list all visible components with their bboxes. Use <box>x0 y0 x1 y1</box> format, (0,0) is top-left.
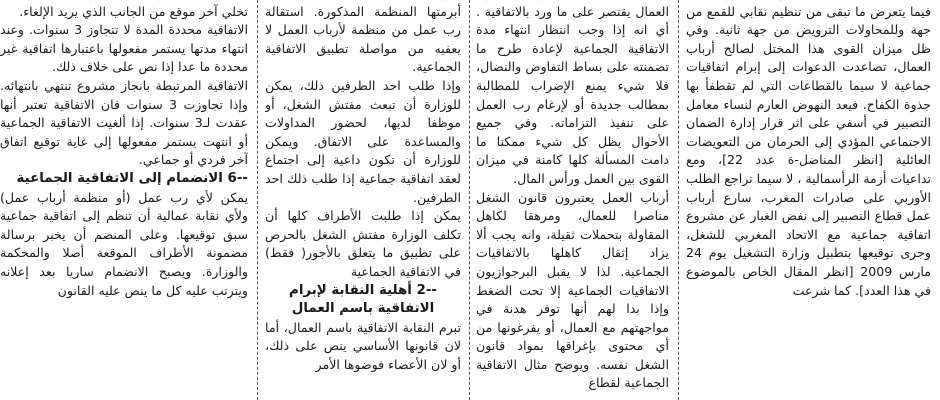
article-column-1 <box>686 0 931 400</box>
paragraph: العمال يقتصر على ما ورد بالاتفاقية . أي انه إذا وجب انتظار انتهاء مدة الاتفاقية الجماعية لإعادة طرح ما تضمنته على بساط التفاوض والنضال، فلا شيء يمنع الإضراب للمطالبة بمطالب جديدة أو لإرغام رب العمل على تنفيذ التزاماته. وفي جميع الأحوال يظل كل شيء ممكنا ما دامت المسألة كلها كامنة في ميزان القوى بين العمل ورأس المال. <box>476 3 669 186</box>
column-divider <box>257 0 258 400</box>
paragraph: الاتفاقية محددة المدة لا تتجاوز 3 سنوات. وعند انتهاء مدتها يستمر مفعولها باعتبارها اتفاقية غير محددة ما عدا إذا نص على خلاف ذلك. <box>0 22 248 75</box>
paragraph: يمكن إذا طلبت الأطراف كلها أن تكلف الوزارة مفتش الشغل بالحرص على تطبيق ما يتعلق بالأجور( فقط) في الاتفاقية الجماعية <box>265 208 461 279</box>
section-heading: --6 الانضمام إلى الاتفاقية الجماعية <box>16 170 248 186</box>
paragraph: وإذا طلب احد الطرفين ذلك، يمكن للوزارة أن تبعث مفتش الشغل، أو موظفا لديها، لحضور المداولات والمساعدة على الاتفاق. ويمكن للوزارة أن تكون داعية إلى اجتماع لعقد اتفاقية جماعية إذا طلب ذلك احد الطرفين. <box>265 77 461 205</box>
column-divider <box>469 0 470 400</box>
paragraph: يمكن لأي رب عمل (أو منظمة أرباب عمل) ولأي نقابة عمالية أن تنظم إلى اتفاقية جماعية سبق توقيعها. وعلى المنضم أن يخبر برسالة مضمونة الأطراف الموقعة أصلا والمحكمة والوزارة. ويصبح الانضمام ساريا بعد إعلانه ويترتب عليه كل ما ينص عليه القانون <box>0 189 248 298</box>
paragraph: الاتفاقية المرتبطة بانجاز مشروع تنتهي بانتهائه. وإذا تجاوزت 3 سنوات فان الاتفاقية تعتبر أنها عقدت لـ3 سنوات. إذا ألغيت الاتفاقية الجماعية أو انتهت يستمر مفعولها إلى غاية توقيع اتفاق آخر فردي أو جماعي. <box>0 77 248 168</box>
article-column-3 <box>265 0 461 400</box>
column-divider <box>678 0 679 400</box>
paragraph: أبرمتها المنظمة المذكورة. استقالة رب عمل من منظمة لأرباب العمل لا يعفيه من مواصلة تطبيق الاتفاقية الجماعية. <box>265 3 461 75</box>
paragraph: تبرم النقابة الاتفاقية باسم العمال، أما لان قانونها الأساسي ينص على ذلك، أو لان الأعضاء فوضوها الأمر <box>265 319 461 372</box>
paragraph: أرباب العمل يعتبرون قانون الشغل مناصرا للعمال، ومرهقا لكاهل المقاولة بتحملات ثقيلة، وانه يجب ألا يزاد إثقال كاهلها بالاتفاقيات الجماعية. لذا لا يقبل البرجوازيون الاتفاقيات الجماعية إلا تحت الضغط وإذا بدا لهم أنها توفر هدنة في مواجهتهم مع العمال، أو يفرغونها من أي محتوى بإغراقها بمواد قانون الشغل نفسه. ويوضح مثال الاتفاقية الجماعية لقطاع <box>476 189 669 391</box>
paragraph: فيما يتعرض ما تبقى من تنظيم نقابي للقمع من جهة وللمحاولات الترويض من جهة ثانية. وفي ظل ميزان القوى هذا المختل لصالح أرباب العمال، تصاعدت الدعوات إلى إبرام اتفاقيات جماعية لا سيما بالقطاعات التي لم تقطفأ بها جذوة الكفاح. فيعد النهوض العارم لنساء معامل التصبير في أسفي على اثر قرار إدارة الضمان الاجتماعي المؤدي إلى الحرمان من التعويضات العائلية [انظر المناضل-ة عدد 22]، ومع تداعيات أزمة الرأسمالية ، لا سيما تراجع الطلب الأوربي على صادرات المغرب، سارع أرباب عمل قطاع التصبير إلى نفض الغبار عن مشروع اتفاقية جماعية مع الاتحاد المغربي للشغل، وجرى توقيعها بتطبيل وزارة التشغيل يوم 24 مارس 2009 [انظر المقال الخاص بالموضوع في هذا العدد]. كما شرعت <box>686 3 931 298</box>
article-column-2 <box>476 0 669 400</box>
article-column-4 <box>0 0 248 400</box>
section-heading: --2 أهلية النقابة لإبرام الاتفاقية باسم العمال <box>289 282 437 317</box>
paragraph: تخلي آخر موقع من الجانب الذي يريد الإلغاء. <box>19 3 248 19</box>
